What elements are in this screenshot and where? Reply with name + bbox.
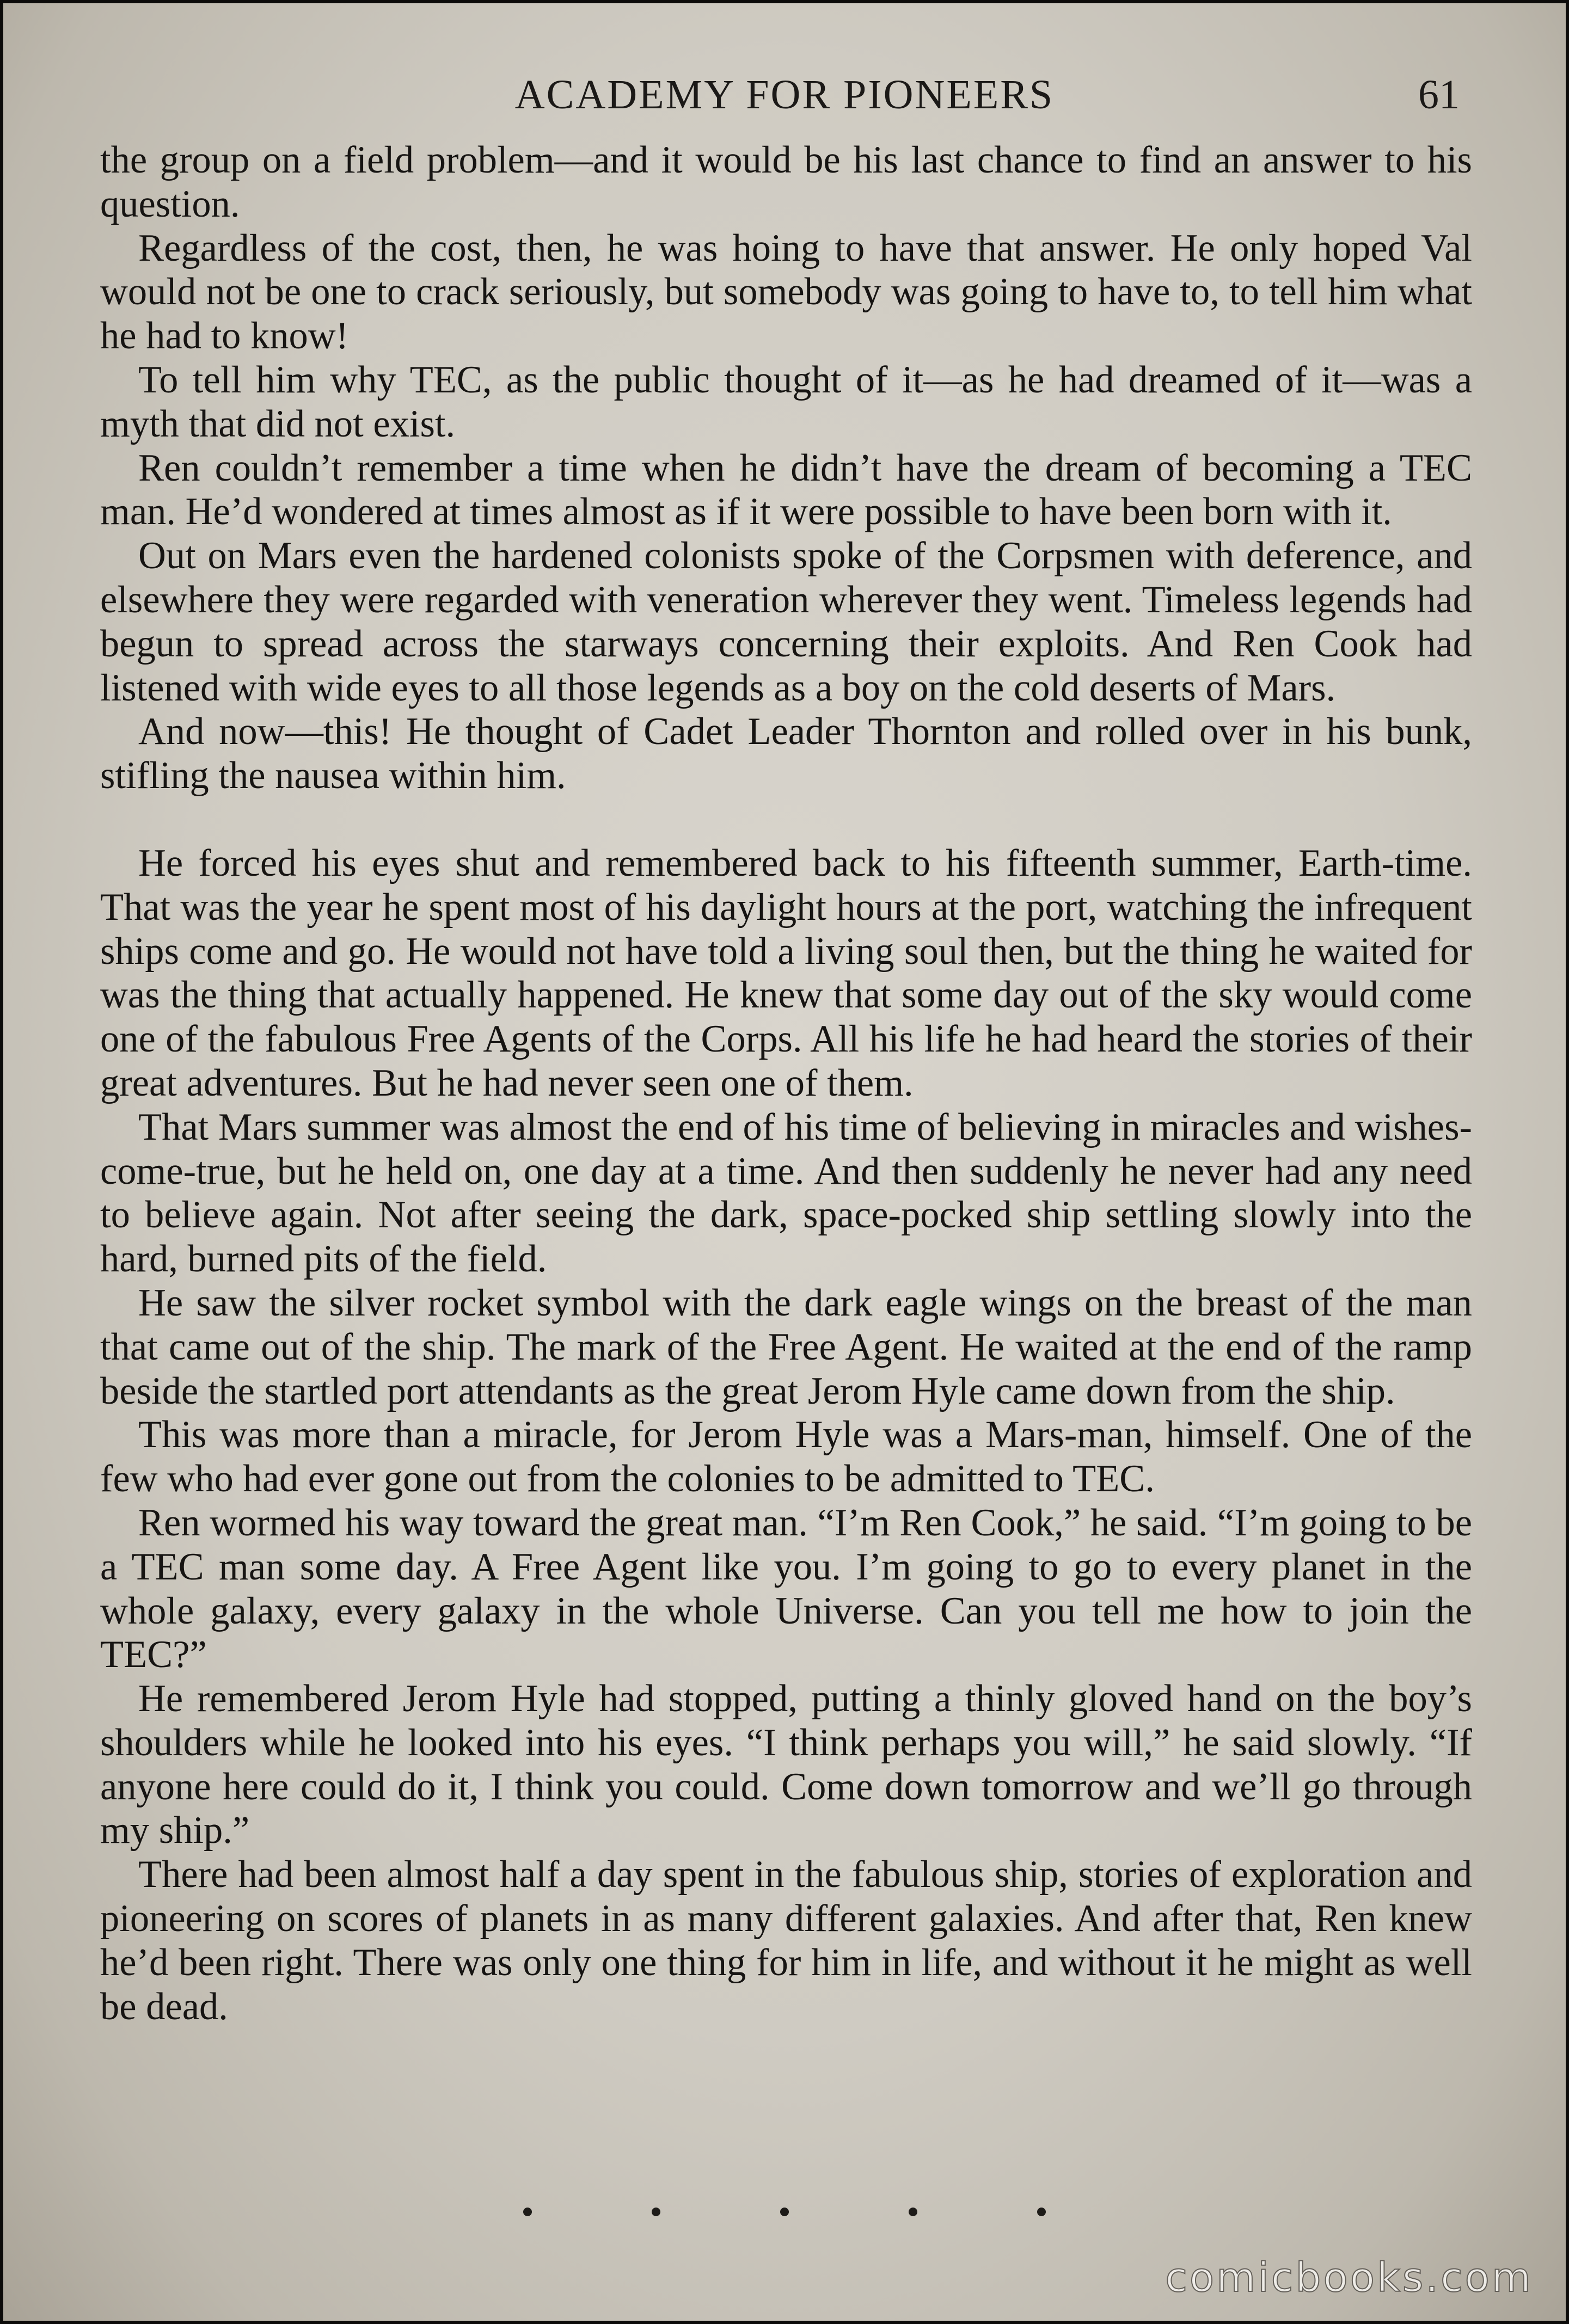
paragraph-11: Ren wormed his way toward the great man. “I’m Ren Cook,” he said. “I’m going to be a TEC man some day. A Free Agent like you. I’m going to go to every planet in the whole galaxy, every galaxy in the whole Universe. Can you tell me how to join the TEC?” (100, 1501, 1472, 1676)
paragraph-4: Ren couldn’t remember a time when he didn’t have the dream of becoming a TEC man. He’d wondered at times almost as if it were possible to have been born with it. (100, 446, 1472, 533)
section-break-dots (3, 2208, 1566, 2240)
page-number: 61 (1418, 72, 1460, 118)
paragraph-10: This was more than a miracle, for Jerom Hyle was a Mars-man, himself. One of the few who had ever gone out from the colonies to be admitted to TEC. (100, 1413, 1472, 1501)
paragraph-8: That Mars summer was almost the end of his time of believing in miracles and wishes-come-true, but he held on, one day at a time. And then suddenly he never had any need to believe again. Not after seeing the dark, space-pocked ship settling slowly into the hard, burned pits of the field. (100, 1105, 1472, 1281)
body-text (100, 138, 1472, 2028)
paragraph-1: the group on a field problem—and it would be his last chance to find an answer to his question. (100, 139, 1472, 225)
paragraph-2: Regardless of the cost, then, he was hoing to have that answer. He only hoped Val would not be one to crack seriously, but somebody was going to have to, to tell him what he had to know! (100, 226, 1472, 358)
chapter-title: ACADEMY FOR PIONEERS (514, 72, 1055, 118)
paragraph-5: Out on Mars even the hardened colonists spoke of the Corpsmen with deference, and elsewhere they were regarded with veneration wherever they went. Timeless legends had begun to spread across the starways concerning their exploits. And Ren Cook had listened with wide eyes to all those legends as a boy on the cold deserts of Mars. (100, 534, 1472, 709)
dot-4 (909, 2208, 917, 2216)
paragraph-6: And now—this! He thought of Cadet Leader Thornton and rolled over in his bunk, stifling the nausea within him. (100, 710, 1472, 797)
dot-3 (780, 2208, 789, 2216)
dot-1 (523, 2208, 532, 2216)
paragraph-9: He saw the silver rocket symbol with the dark eagle wings on the breast of the man that came out of the ship. The mark of the Free Agent. He waited at the end of the ramp beside the startled port attendants as the great Jerom Hyle came down from the ship. (100, 1281, 1472, 1412)
running-header (3, 67, 1566, 122)
paragraph-3: To tell him why TEC, as the public thought of it—as he had dreamed of it—was a myth that did not exist. (100, 358, 1472, 445)
paragraph-13: There had been almost half a day spent in the fabulous ship, stories of exploration and pioneering on scores of planets in as many different galaxies. And after that, Ren knew he’d been right. There was only one thing for him in life, and without it he might as well be dead. (100, 1853, 1472, 2028)
paragraph-7: He forced his eyes shut and remembered back to his fifteenth summer, Earth-time. That was the year he spent most of his daylight hours at the port, watching the infrequent ships come and go. He would not have told a living soul then, but the thing he waited for was the thing that actually happened. He knew that some day out of the sky would come one of the fabulous Free Agents of the Corps. All his life he had heard the stories of their great adventures. But he had never seen one of them. (100, 841, 1472, 1104)
watermark: comicbooks.com (1165, 2254, 1533, 2301)
paragraph-12: He remembered Jerom Hyle had stopped, putting a thinly gloved hand on the boy’s shoulders while he looked into his eyes. “I think perhaps you will,” he said slowly. “If anyone here could do it, I think you could. Come down tomorrow and we’ll go through my ship.” (100, 1677, 1472, 1852)
dot-2 (652, 2208, 660, 2216)
book-page (3, 3, 1566, 2321)
dot-5 (1037, 2208, 1046, 2216)
